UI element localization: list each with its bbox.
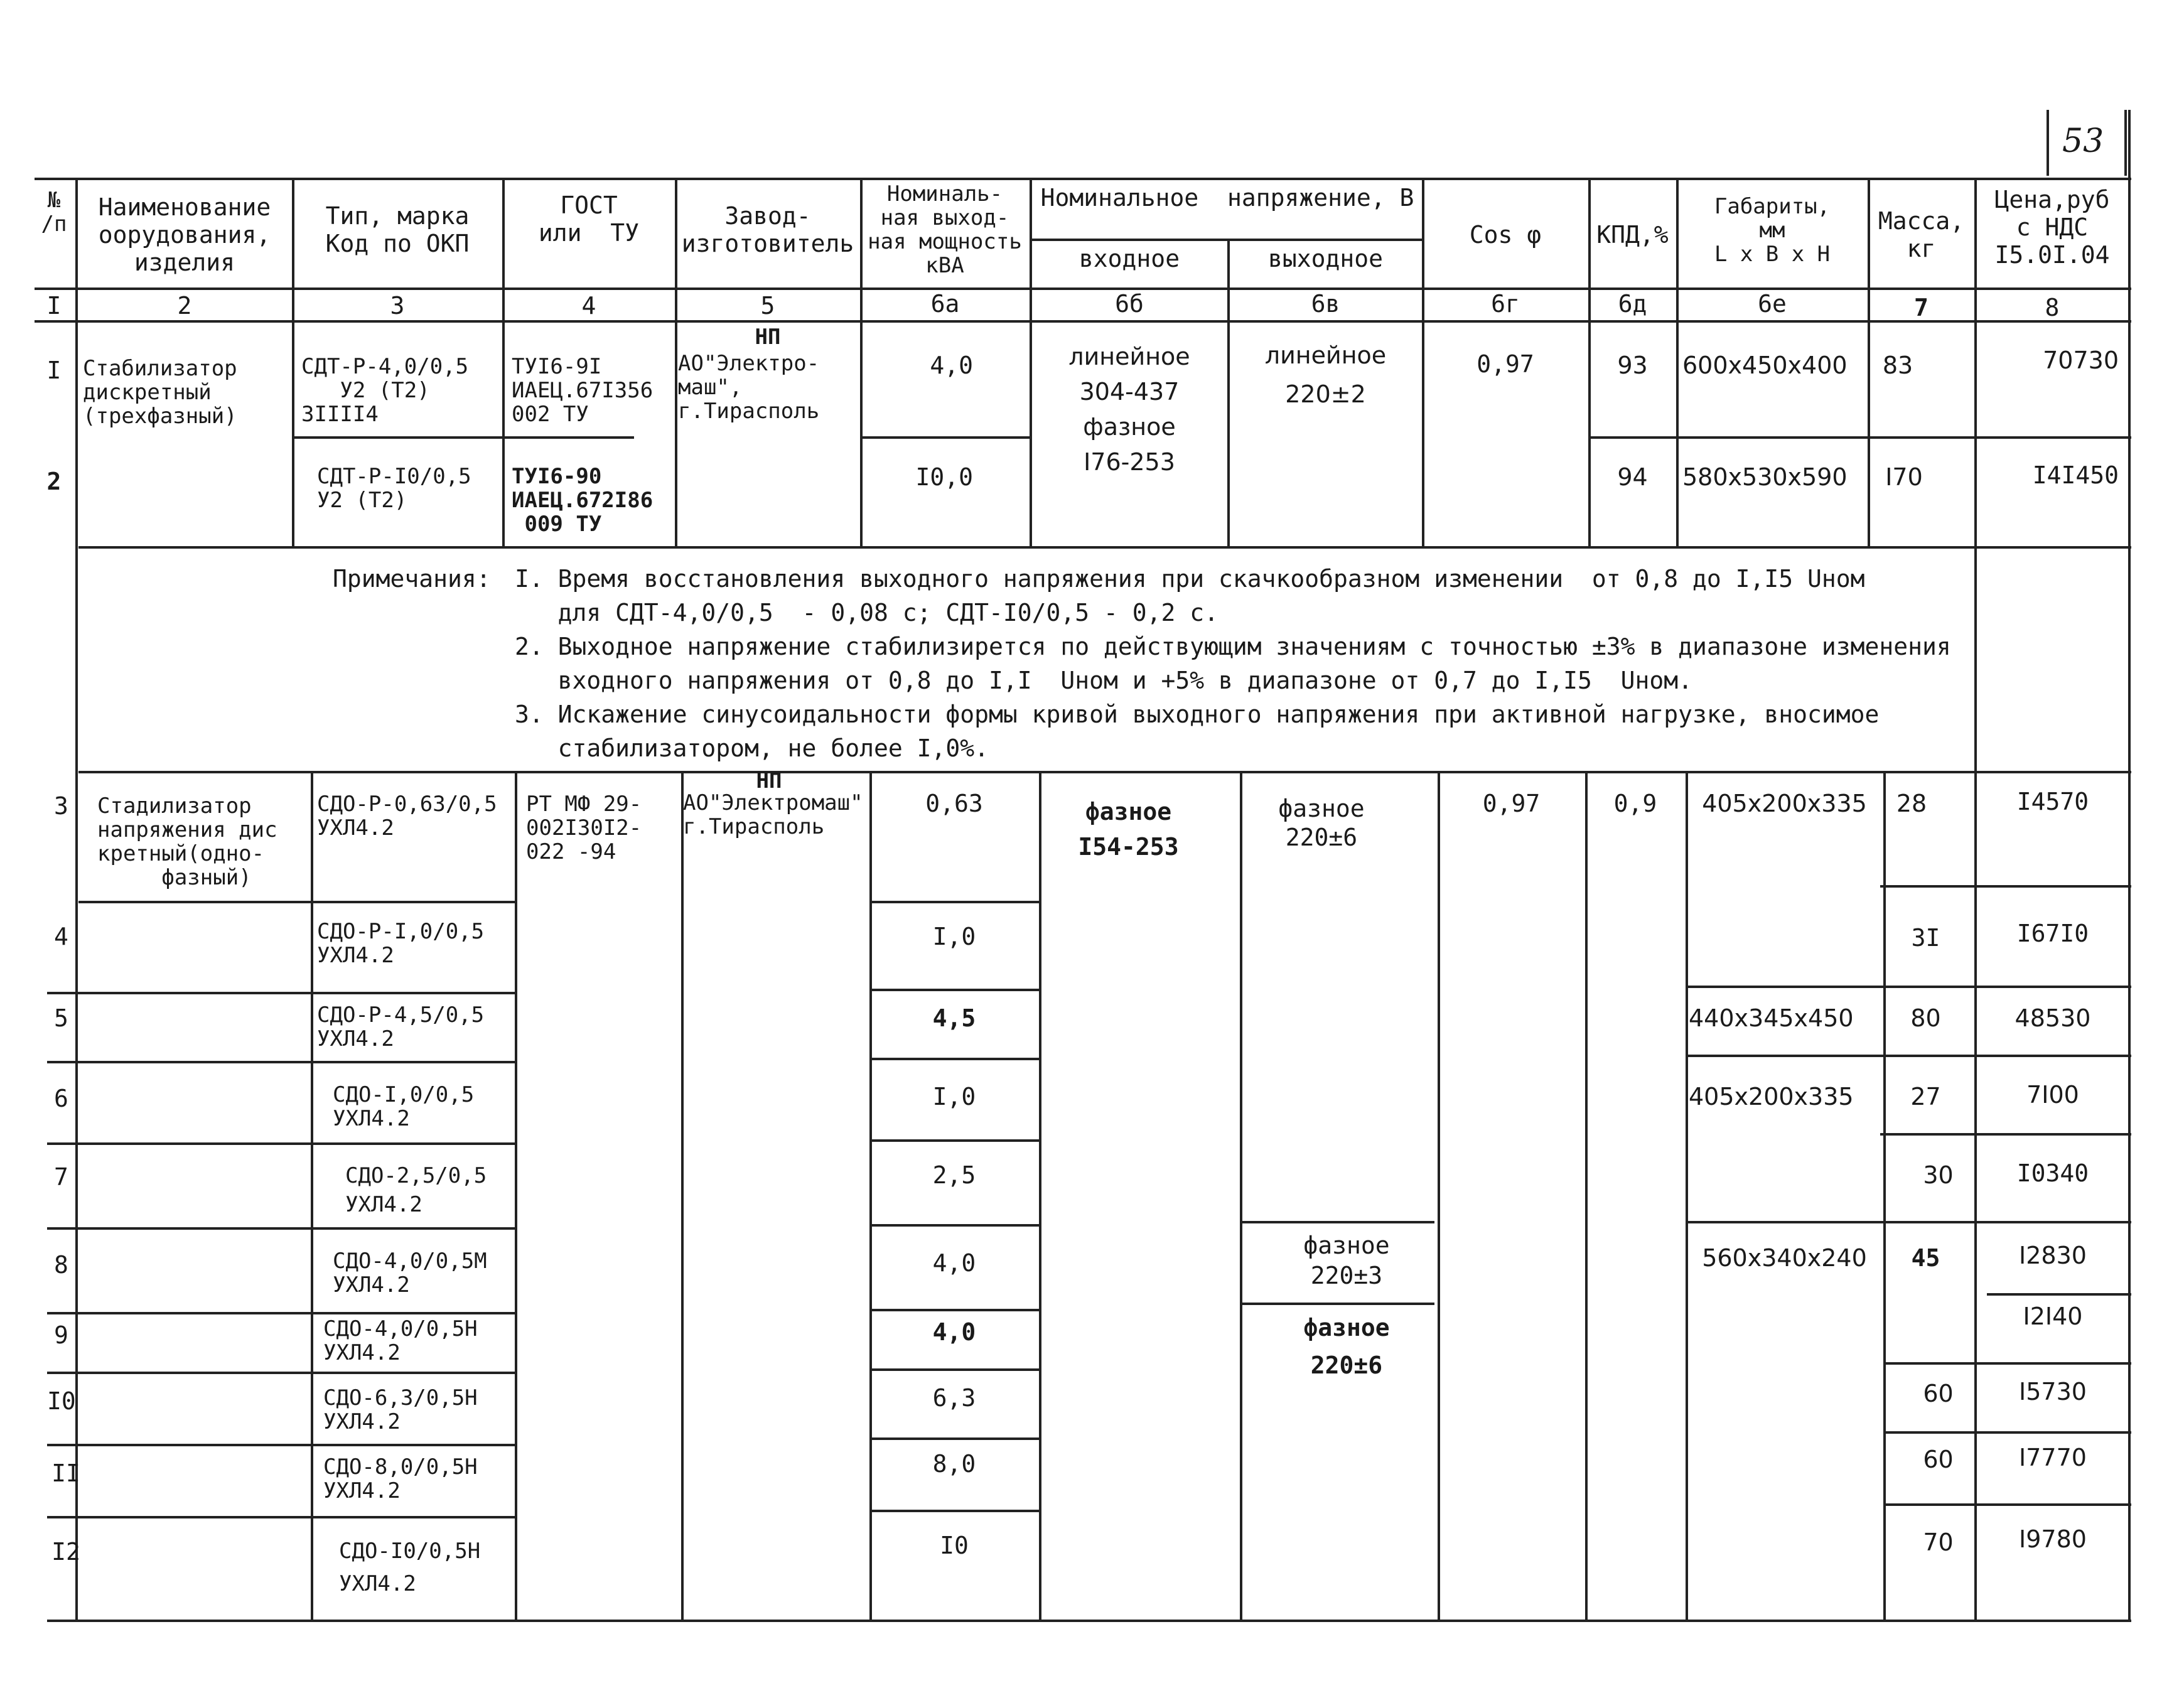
row11-no: II <box>51 1459 80 1487</box>
row5-price: 48530 <box>2015 1004 2091 1032</box>
vrule-vin-g2 <box>1240 771 1242 1620</box>
row8-rule-e <box>1240 1303 1434 1305</box>
group2-v-out-c: фазное 220±6 <box>1303 1314 1390 1379</box>
row7-type: СДО-2,5/0,5 УХЛ4.2 <box>345 1163 487 1217</box>
colnum-bottom-rule <box>35 320 2131 323</box>
row3-type: СДО-Р-0,63/0,5 УХЛ4.2 <box>317 792 497 841</box>
row5-rule-b <box>314 1061 515 1063</box>
row3-dims: 405х200х335 <box>1702 790 1867 817</box>
header-power: Номиналь- ная выход- ная мощность кВА <box>868 181 1022 278</box>
row4-power: I,0 <box>932 923 976 950</box>
row7-rule-a <box>47 1227 314 1230</box>
group2-v-in: фазное I54-253 <box>1078 798 1179 861</box>
row11-rule-b <box>314 1516 515 1518</box>
row4-mass: 3I <box>1911 924 1940 952</box>
vrule-name-g2 <box>311 771 313 1620</box>
row5-dims: 440х345х450 <box>1689 1004 1854 1032</box>
row7-mass: 30 <box>1923 1161 1954 1189</box>
header-mass: Масса, кг <box>1878 207 1965 262</box>
vrule-maker-g2 <box>869 771 872 1620</box>
row11-type: СДО-8,0/0,5Н УХЛ4.2 <box>323 1454 478 1503</box>
row5-power: 4,5 <box>932 1004 976 1032</box>
row4-no: 4 <box>54 923 68 950</box>
group1-name: Стабилизатор дискретный (трехфазный) <box>83 356 237 429</box>
row3-price: I4570 <box>2016 788 2089 815</box>
header-type: Тип, марка Код по ОКП <box>325 202 470 257</box>
row11-rule-c <box>869 1510 1039 1512</box>
row9-rule-a <box>47 1372 314 1374</box>
row7-rule-e <box>1240 1221 1434 1223</box>
row11-rule-d <box>1883 1503 2131 1506</box>
row3-no: 3 <box>54 792 68 820</box>
row7-no: 7 <box>54 1163 68 1191</box>
colnum-7: 7 <box>1914 294 1928 321</box>
group1-v-out: линейное 220±2 <box>1264 341 1387 408</box>
group1-cos: 0,97 <box>1477 350 1534 378</box>
row9-rule-b <box>314 1372 515 1374</box>
row9-price: I2I40 <box>2023 1303 2083 1330</box>
row12-mass: 70 <box>1923 1529 1954 1556</box>
row8-rule-d <box>1987 1293 2131 1296</box>
group2-name: Стадилизатор напряжения дис кретный(одно- фазный) <box>97 793 277 890</box>
row6-price: 7I00 <box>2026 1081 2079 1109</box>
vrule-vout-g2 <box>1438 771 1440 1620</box>
row9-type: СДО-4,0/0,5Н УХЛ4.2 <box>323 1316 478 1365</box>
vrule-mass <box>1974 178 1977 1621</box>
row8-power: 4,0 <box>932 1249 976 1277</box>
row7-power: 2,5 <box>932 1161 976 1189</box>
row11-mass: 60 <box>1923 1446 1954 1473</box>
row1-type-rule <box>292 436 634 439</box>
vrule-vin-g1 <box>1227 239 1230 546</box>
row4-rule-c <box>869 989 1039 991</box>
row3-power: 0,63 <box>925 790 983 817</box>
row6-dims: 405х200х335 <box>1689 1083 1854 1110</box>
row2-power: I0,0 <box>915 463 973 491</box>
row6-rule-b <box>314 1142 515 1145</box>
row8-price: I2830 <box>2019 1242 2087 1269</box>
row12-type: СДО-I0/0,5Н УХЛ4.2 <box>339 1539 481 1596</box>
row5-rule-d <box>1686 1055 2131 1057</box>
header-no: № /п <box>41 188 67 237</box>
row5-rule-c <box>869 1058 1039 1060</box>
header-v-in: входное <box>1079 245 1180 272</box>
colnum-6v: 6в <box>1311 290 1340 318</box>
row10-mass: 60 <box>1923 1380 1954 1407</box>
row9-no: 9 <box>54 1321 68 1349</box>
row6-rule-d <box>1880 1133 2131 1136</box>
row6-rule-c <box>869 1139 1039 1142</box>
row4-rule-a <box>47 992 314 994</box>
row2-mass: I70 <box>1885 463 1923 491</box>
group2-v-out-b: фазное 220±3 <box>1303 1232 1390 1289</box>
row10-rule-a <box>47 1444 314 1446</box>
row1-mass: 83 <box>1882 352 1913 379</box>
row7-price: I0340 <box>2016 1159 2089 1187</box>
row6-rule-a <box>47 1142 314 1145</box>
notes-label: Примечания: <box>333 565 491 593</box>
row9-power: 4,0 <box>932 1318 976 1346</box>
row8-no: 8 <box>54 1251 68 1279</box>
header-v-out: выходное <box>1267 245 1384 272</box>
row6-power: I,0 <box>932 1083 976 1110</box>
row2-kpd: 94 <box>1617 463 1648 491</box>
vrule-right <box>2128 110 2131 1621</box>
vrule-dims-g2 <box>1883 771 1886 1620</box>
vrule-gost-g2 <box>681 771 684 1620</box>
colnum-5: 5 <box>760 292 775 320</box>
row12-price: I9780 <box>2019 1525 2087 1553</box>
row6-mass: 27 <box>1910 1083 1941 1110</box>
row4-rule-b <box>314 992 515 994</box>
group2-kpd: 0,9 <box>1613 790 1657 817</box>
colnum-3: 3 <box>390 292 405 320</box>
vrule-kpd-g2 <box>1686 771 1688 1620</box>
row12-power: I0 <box>940 1532 969 1559</box>
row4-rule-d <box>1686 986 2131 988</box>
group1-bottom-rule <box>78 546 2131 549</box>
note-line-2: для СДТ-4,0/0,5 - 0,08 с; СДТ-I0/0,5 - 0,2 с. <box>515 599 1219 626</box>
row5-mass: 80 <box>1910 1004 1941 1032</box>
row1-dims: 600х450х400 <box>1682 352 1848 379</box>
vrule-type-g2 <box>515 771 517 1620</box>
row8-rule-a <box>47 1312 314 1314</box>
row7-rule-d <box>1686 1221 2131 1223</box>
row1-right-rule <box>1588 436 2131 439</box>
row5-rule-a <box>47 1061 314 1063</box>
note-line-6: стабилизатором, не более I,0%. <box>515 734 989 762</box>
group2-maker: АО"Электромаш" г.Тирасполь <box>683 790 863 839</box>
row4-price: I67I0 <box>2016 920 2089 947</box>
group2-gost: РТ МФ 29- 002I30I2- 022 -94 <box>526 792 642 864</box>
row8-mass: 45 <box>1911 1244 1940 1272</box>
vrule-cos-g2 <box>1585 771 1588 1620</box>
row1-kpd: 93 <box>1617 352 1648 379</box>
row4-type: СДО-Р-I,0/0,5 УХЛ4.2 <box>317 919 485 968</box>
row9-rule-c <box>869 1368 1039 1371</box>
colnum-2: 2 <box>177 292 192 320</box>
header-gost: ГОСТ или ТУ <box>538 191 640 247</box>
row3-rule-d <box>1880 885 2131 888</box>
group2-maker-mark: НП <box>756 768 782 793</box>
header-dims: Габариты, мм L x B x H <box>1714 194 1831 267</box>
row5-no: 5 <box>54 1004 68 1032</box>
row2-price: I4I450 <box>2032 461 2119 489</box>
header-price: Цена,руб с НДС I5.0I.04 <box>1994 186 2110 269</box>
row10-power: 6,3 <box>932 1384 976 1412</box>
colnum-6g: 6г <box>1491 290 1520 318</box>
row8-dims: 560х340х240 <box>1702 1244 1867 1272</box>
colnum-6a: 6а <box>930 290 960 318</box>
row12-no: I2 <box>51 1538 80 1566</box>
note-line-3: 2. Выходное напряжение стабилизирется по действующим значениям с точностью ±3% в диапазоне изменения <box>515 633 1951 660</box>
header-name: Наименование оорудования, изделия <box>98 193 271 276</box>
row7-rule-c <box>869 1224 1039 1227</box>
row10-rule-b <box>314 1444 515 1446</box>
row9-rule-d <box>1883 1362 2131 1365</box>
row2-dims: 580х530х590 <box>1682 463 1848 491</box>
header-cos: Cos φ <box>1469 221 1542 249</box>
row6-type: СДО-I,0/0,5 УХЛ4.2 <box>333 1082 475 1131</box>
row8-rule-c <box>869 1309 1039 1311</box>
voltage-subheader-rule <box>1030 239 1422 241</box>
row10-type: СДО-6,3/0,5Н УХЛ4.2 <box>323 1385 478 1434</box>
colnum-8: 8 <box>2045 294 2060 321</box>
colnum-6b: 6б <box>1115 290 1144 318</box>
header-kpd: КПД,% <box>1596 221 1669 249</box>
row10-rule-c <box>869 1437 1039 1440</box>
group1-v-in: линейное 304-437 фазное I76-253 <box>1068 343 1190 476</box>
row10-rule-d <box>1883 1431 2131 1434</box>
row3-rule-c <box>869 901 1039 903</box>
header-maker: Завод- изготовитель <box>681 202 854 257</box>
table-top-rule <box>35 178 2131 180</box>
row10-no: I0 <box>47 1387 76 1415</box>
row1-power-rule <box>860 436 1030 439</box>
row11-rule-a <box>47 1516 314 1518</box>
row1-price: 70730 <box>2043 347 2119 374</box>
note-line-1: I. Время восстановления выходного напряжения при скачкообразном изменении от 0,8 до I,I5 Uном <box>515 565 1865 593</box>
group1-maker-mark: НП <box>755 325 781 350</box>
row11-price: I7770 <box>2019 1444 2087 1471</box>
page-number: 53 <box>2062 122 2104 160</box>
row3-rule-b <box>314 901 515 903</box>
row1-type: СДТ-Р-4,0/0,5 У2 (Т2) 3IIII4 <box>301 354 469 427</box>
colnum-6d: 6д <box>1618 290 1647 318</box>
row6-no: 6 <box>54 1085 68 1112</box>
note-line-4: входного напряжения от 0,8 до I,I Uном и +5% в диапазоне от 0,7 до I,I5 Uном. <box>515 667 1692 694</box>
header-voltage: Номинальное напряжение, В <box>1040 184 1414 212</box>
row7-rule-b <box>314 1227 515 1230</box>
row1-gost: ТУI6-9I ИАЕЦ.67I356 002 ТУ <box>512 354 654 427</box>
notes-bottom-rule <box>78 771 2131 773</box>
group2-v-out-a: фазное 220±6 <box>1278 795 1365 851</box>
row1-power: 4,0 <box>930 352 973 379</box>
table-bottom-rule <box>47 1620 2131 1622</box>
colnum-1: I <box>46 292 62 320</box>
row5-type: СДО-Р-4,5/0,5 УХЛ4.2 <box>317 1002 485 1051</box>
row2-no: 2 <box>46 468 62 495</box>
row2-type: СДТ-Р-I0/0,5 У2 (Т2) <box>317 464 471 513</box>
row8-rule-b <box>314 1312 515 1314</box>
row3-rule-a <box>78 901 314 903</box>
row10-price: I5730 <box>2019 1378 2087 1405</box>
note-line-5: 3. Искажение синусоидальности формы кривой выходного напряжения при активной нагрузке, вносимое <box>515 701 1880 728</box>
vrule-power-g2 <box>1039 771 1041 1620</box>
row8-type: СДО-4,0/0,5М УХЛ4.2 <box>333 1249 487 1298</box>
group2-cos: 0,97 <box>1482 790 1541 817</box>
group1-maker: АО"Электро- маш", г.Тирасполь <box>678 351 820 424</box>
colnum-6e: 6е <box>1758 290 1787 318</box>
row2-gost: ТУI6-90 ИАЕЦ.672I86 009 ТУ <box>512 464 654 537</box>
row11-power: 8,0 <box>932 1450 976 1478</box>
colnum-4: 4 <box>581 292 596 320</box>
row1-no: I <box>46 357 62 384</box>
row3-mass: 28 <box>1896 790 1927 817</box>
